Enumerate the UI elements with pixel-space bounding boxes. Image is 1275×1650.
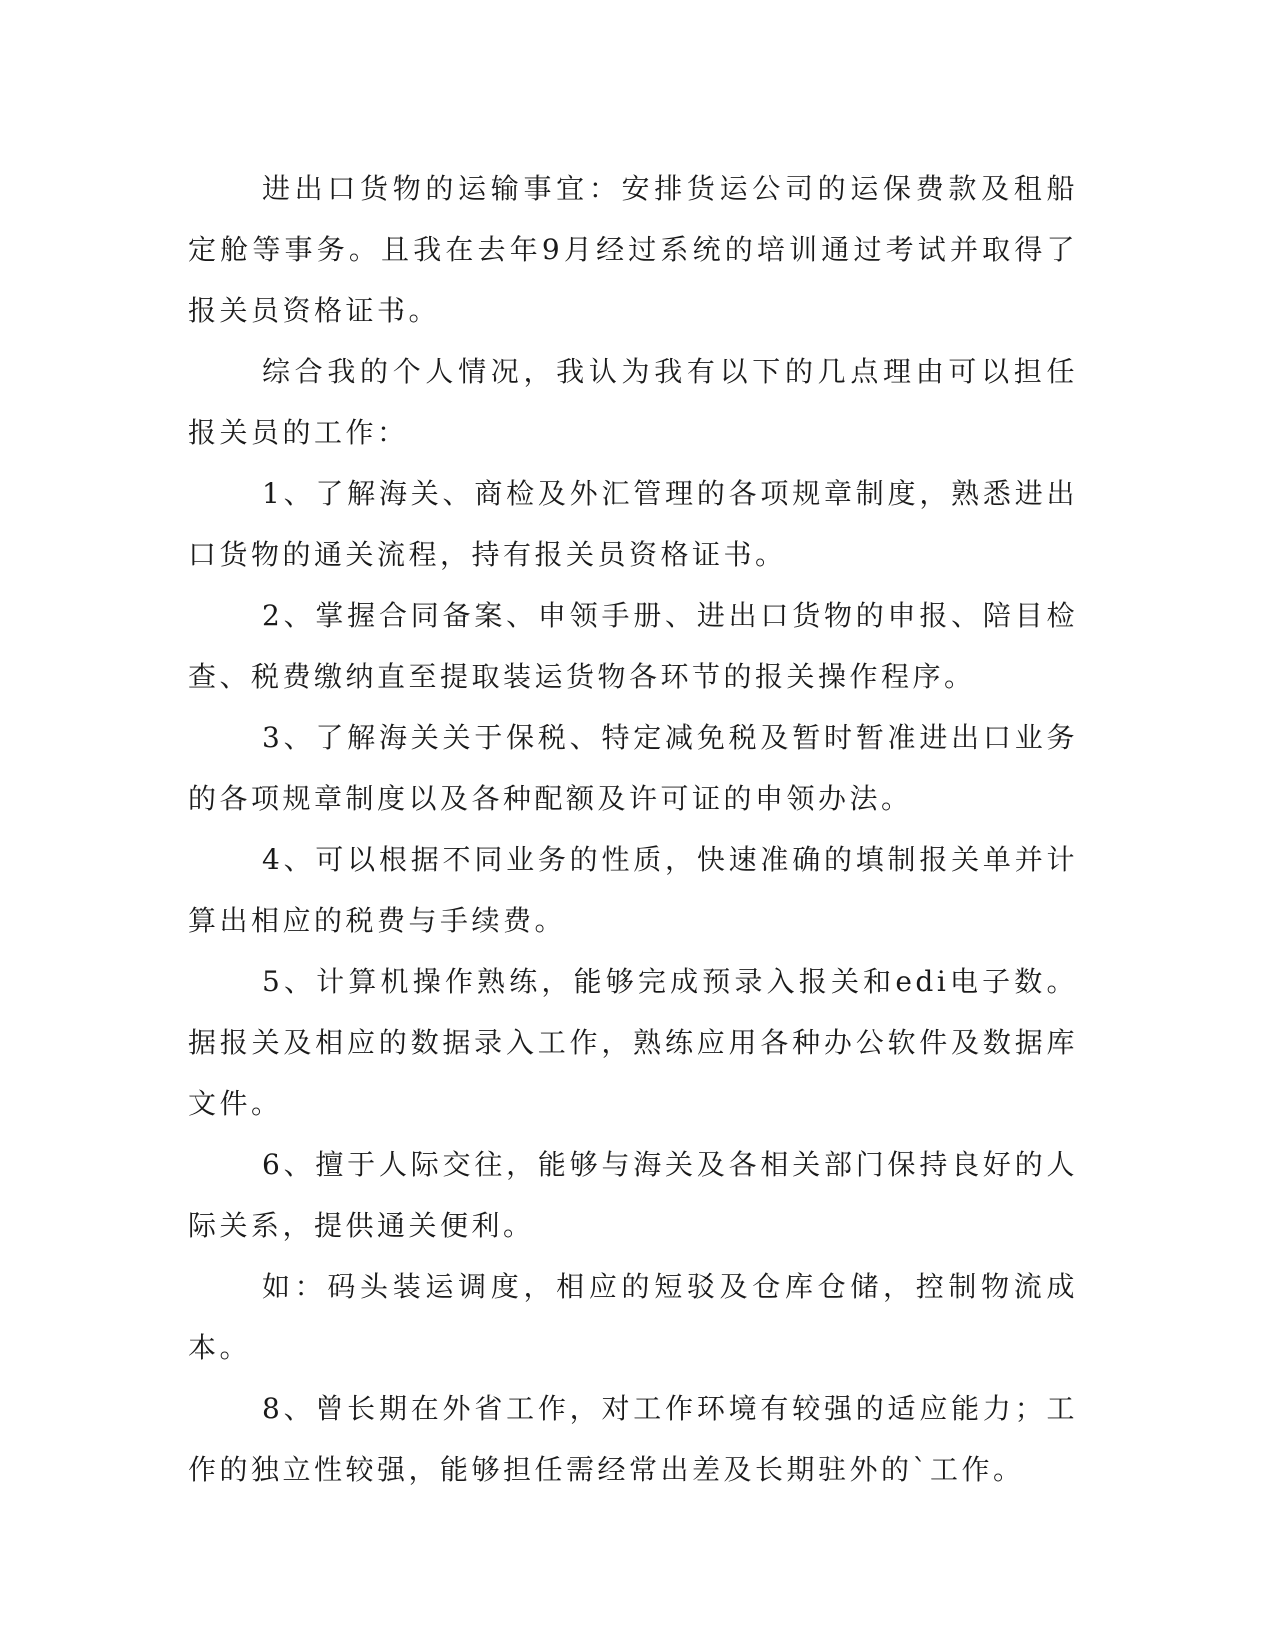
paragraph-point-8: 8、曾长期在外省工作，对工作环境有较强的适应能力；工作的独立性较强，能够担任需经常出差及长期驻外的`工作。 [188, 1392, 1078, 1486]
paragraph-point-6: 6、擅于人际交往，能够与海关及各相关部门保持良好的人际关系，提供通关便利。 [188, 1148, 1078, 1242]
paragraph-point-1: 1、了解海关、商检及外汇管理的各项规章制度，熟悉进出口货物的通关流程，持有报关员资格证书。 [188, 477, 1078, 571]
document-body [188, 158, 1078, 1500]
paragraph-example: 如：码头装运调度，相应的短驳及仓库仓储，控制物流成本。 [188, 1270, 1078, 1364]
paragraph-summary: 综合我的个人情况，我认为我有以下的几点理由可以担任报关员的工作： [188, 355, 1078, 449]
paragraph-point-5: 5、计算机操作熟练，能够完成预录入报关和edi电子数。据报关及相应的数据录入工作，熟练应用各种办公软件及数据库文件。 [188, 965, 1078, 1120]
paragraph-point-3: 3、了解海关关于保税、特定减免税及暂时暂准进出口业务的各项规章制度以及各种配额及许可证的申领办法。 [188, 721, 1078, 815]
paragraph-point-2: 2、掌握合同备案、申领手册、进出口货物的申报、陪目检查、税费缴纳直至提取装运货物各环节的报关操作程序。 [188, 599, 1078, 693]
paragraph-point-4: 4、可以根据不同业务的性质，快速准确的填制报关单并计算出相应的税费与手续费。 [188, 843, 1078, 937]
paragraph-transport: 进出口货物的运输事宜：安排货运公司的运保费款及租船定舱等事务。且我在去年9月经过系统的培训通过考试并取得了报关员资格证书。 [188, 172, 1078, 327]
